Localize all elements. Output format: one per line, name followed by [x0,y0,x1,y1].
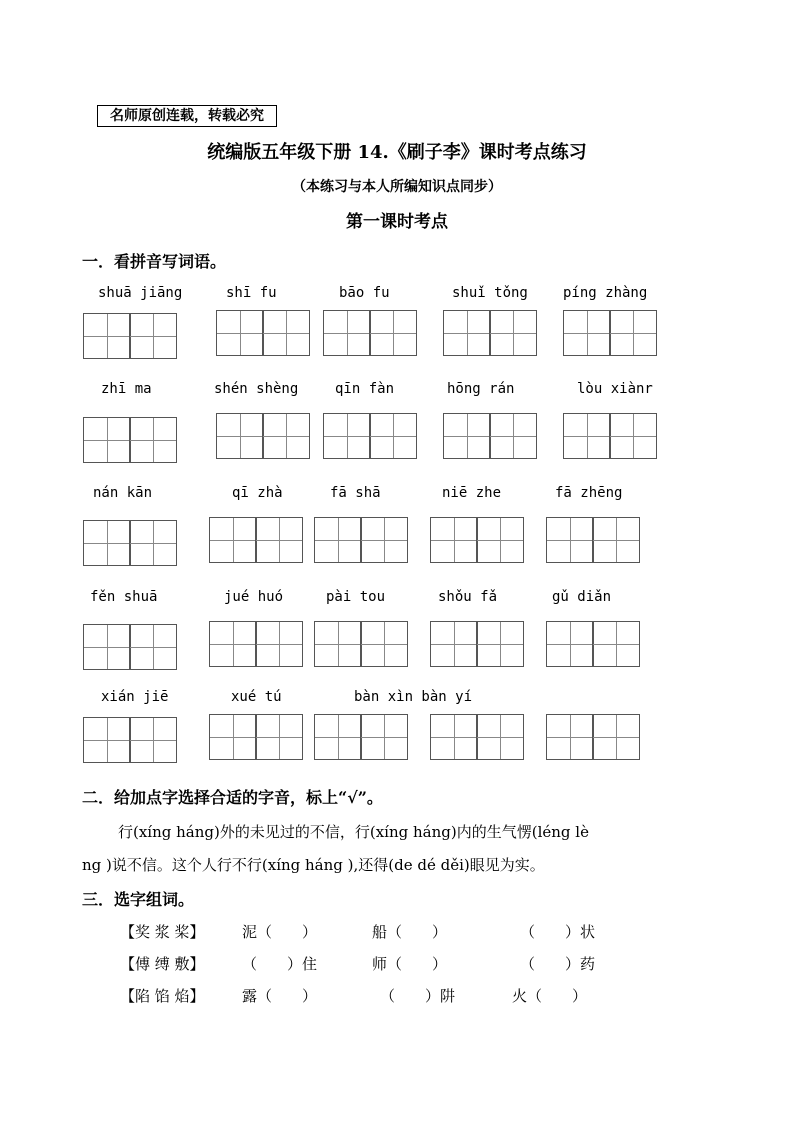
pinyin-label: zhī ma [101,381,152,397]
pinyin-label: jué huó [224,589,284,605]
pinyin-label: niē zhe [442,485,502,501]
writing-grid[interactable] [323,310,417,356]
pinyin-label: shuā jiāng [98,285,183,301]
pinyin-label: xián jiē [101,689,169,705]
pinyin-label: hōng rán [447,381,515,397]
writing-grid[interactable] [546,714,640,760]
writing-grid[interactable] [314,621,408,667]
writing-grid[interactable] [209,714,303,760]
fill-blank[interactable]: 泥（ ） [242,923,318,941]
writing-grid[interactable] [323,413,417,459]
pinyin-label: píng zhàng [563,285,648,301]
section2-text-line2: ng )说不信。这个人行不行(xíng háng ),还得(de dé děi)眼见为实。 [82,856,545,874]
writing-grid[interactable] [209,621,303,667]
fill-blank[interactable]: 露（ ） [242,987,318,1005]
writing-grid[interactable] [430,714,524,760]
fill-blank[interactable]: 船（ ） [372,923,448,941]
pinyin-label: fā zhēng [555,485,623,501]
pinyin-label: shǒu fǎ [438,589,498,605]
pinyin-label: shuǐ tǒng [452,285,528,301]
page-subtitle: （本练习与本人所编知识点同步） [292,179,502,195]
pinyin-label: shī fu [226,285,277,301]
fill-blank[interactable]: （ ）住 [242,955,318,973]
writing-grid[interactable] [83,624,177,670]
pinyin-label: bāo fu [339,285,390,301]
fill-blank[interactable]: 火（ ） [512,987,588,1005]
pinyin-label: qīn fàn [335,381,395,397]
writing-grid[interactable] [314,517,408,563]
writing-grid[interactable] [443,413,537,459]
writing-grid[interactable] [209,517,303,563]
writing-grid[interactable] [314,714,408,760]
char-group: 【陷 馅 焰】 [120,987,205,1005]
pinyin-label: fā shā [330,485,381,501]
writing-grid[interactable] [216,413,310,459]
pinyin-label: nán kān [93,485,153,501]
pinyin-label: gǔ diǎn [552,589,612,605]
writing-grid[interactable] [83,717,177,763]
pinyin-label: qī zhà [232,485,283,501]
writing-grid[interactable] [546,621,640,667]
writing-grid[interactable] [563,310,657,356]
section2-heading: 二．给加点字选择合适的字音，标上“√”。 [82,788,383,807]
pinyin-label: lòu xiànr [577,381,653,397]
writing-grid[interactable] [563,413,657,459]
writing-grid[interactable] [83,313,177,359]
fill-blank[interactable]: 师（ ） [372,955,448,973]
section1-heading: 一．看拼音写词语。 [82,252,227,271]
char-group: 【奖 浆 桨】 [120,923,205,941]
section3-heading: 三．选字组词。 [82,890,195,909]
section2-text-line1: 行(xíng háng)外的未见过的不信，行(xíng háng)内的生气愣(léng lè [118,823,589,841]
fill-blank[interactable]: （ ）状 [520,923,596,941]
lesson-title: 第一课时考点 [346,212,448,232]
fill-blank[interactable]: （ ）阱 [380,987,456,1005]
page-title: 统编版五年级下册 14.《刷子李》课时考点练习 [207,142,587,163]
writing-grid[interactable] [83,520,177,566]
writing-grid[interactable] [430,621,524,667]
pinyin-label: fěn shuā [90,589,158,605]
pinyin-label: shén shèng [214,381,299,397]
writing-grid[interactable] [430,517,524,563]
writing-grid[interactable] [443,310,537,356]
pinyin-label: xué tú [231,689,282,705]
fill-blank[interactable]: （ ）药 [520,955,596,973]
writing-grid[interactable] [546,517,640,563]
copyright-tag: 名师原创连载，转载必究 [97,105,277,127]
pinyin-label: bàn xìn bàn yí [354,689,473,705]
writing-grid[interactable] [83,417,177,463]
writing-grid[interactable] [216,310,310,356]
pinyin-label: pài tou [326,589,386,605]
char-group: 【傅 缚 敷】 [120,955,205,973]
